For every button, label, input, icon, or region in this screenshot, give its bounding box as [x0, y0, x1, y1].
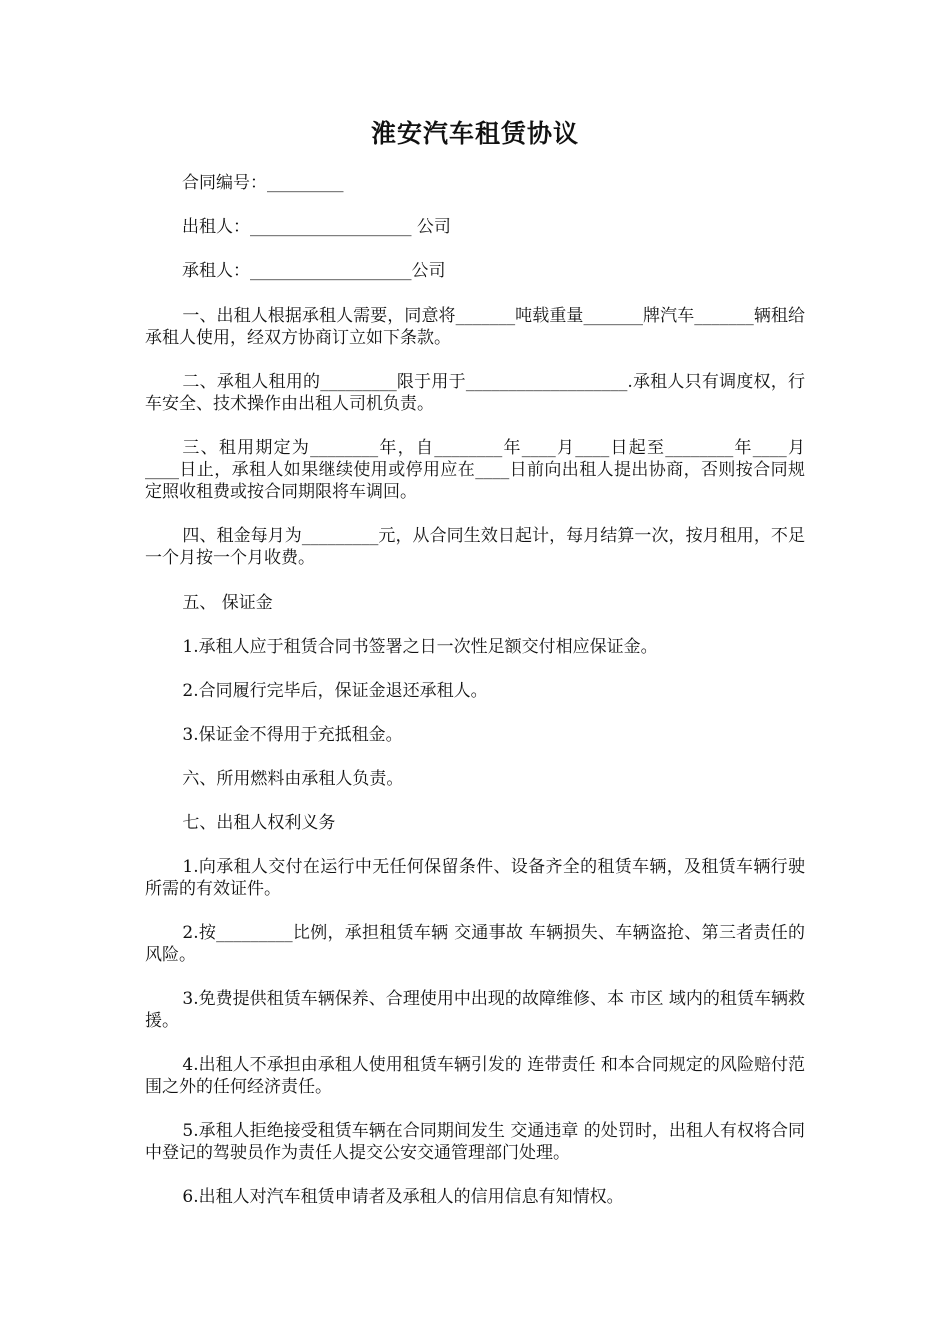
lessor-duty-1: 1.向承租人交付在运行中无任何保留条件、设备齐全的租赁车辆，及租赁车辆行驶所需的有效证件。 — [145, 857, 805, 899]
lessor-duty-3: 3.免费提供租赁车辆保养、合理使用中出现的故障维修、本 市区 域内的租赁车辆救援。 — [145, 989, 805, 1031]
lessor-duty-4: 4.出租人不承担由承租人使用租赁车辆引发的 连带责任 和本合同规定的风险赔付范围之外的任何经济责任。 — [145, 1055, 805, 1097]
contract-number-line: 合同编号：_________ — [182, 173, 344, 193]
clause-7-heading: 七、出租人权利义务 — [182, 813, 336, 833]
clause-2: 二、承租人租用的_________限于用于___________________.承租人只有调度权，行车安全、技术操作由出租人司机负责。 — [145, 372, 805, 414]
lessor-duty-5: 5.承租人拒绝接受租赁车辆在合同期间发生 交通违章 的处罚时，出租人有权将合同中登记的驾驶员作为责任人提交公安交通管理部门处理。 — [145, 1121, 805, 1163]
clause-1: 一、出租人根据承租人需要，同意将_______吨载重量_______牌汽车_______辆租给承租人使用，经双方协商订立如下条款。 — [145, 306, 805, 348]
lessor-duty-6: 6.出租人对汽车租赁申请者及承租人的信用信息有知情权。 — [182, 1187, 624, 1207]
lessee-line: 承租人：___________________公司 — [182, 261, 446, 281]
clause-3: 三、租用期定为________年，自________年____月____日起至________年____月____日止，承租人如果继续使用或停用应在____日前向出租人提出协商，否则按合同规定照收租费或按合同期限将车调回。 — [145, 438, 805, 502]
deposit-item-1: 1.承租人应于租赁合同书签署之日一次性足额交付相应保证金。 — [182, 637, 658, 657]
deposit-item-3: 3.保证金不得用于充抵租金。 — [182, 725, 403, 745]
document-title: 淮安汽车租赁协议 — [370, 119, 579, 148]
lessor-duty-2: 2.按_________比例，承担租赁车辆 交通事故 车辆损失、车辆盗抢、第三者责任的风险。 — [145, 923, 805, 965]
clause-6: 六、所用燃料由承租人负责。 — [182, 769, 404, 789]
clause-4: 四、租金每月为_________元，从合同生效日起计，每月结算一次，按月租用，不足一个月按一个月收费。 — [145, 526, 805, 568]
deposit-item-2: 2.合同履行完毕后，保证金退还承租人。 — [182, 681, 488, 701]
lessor-line: 出租人：___________________ 公司 — [182, 217, 451, 237]
clause-5-heading: 五、 保证金 — [182, 593, 273, 613]
